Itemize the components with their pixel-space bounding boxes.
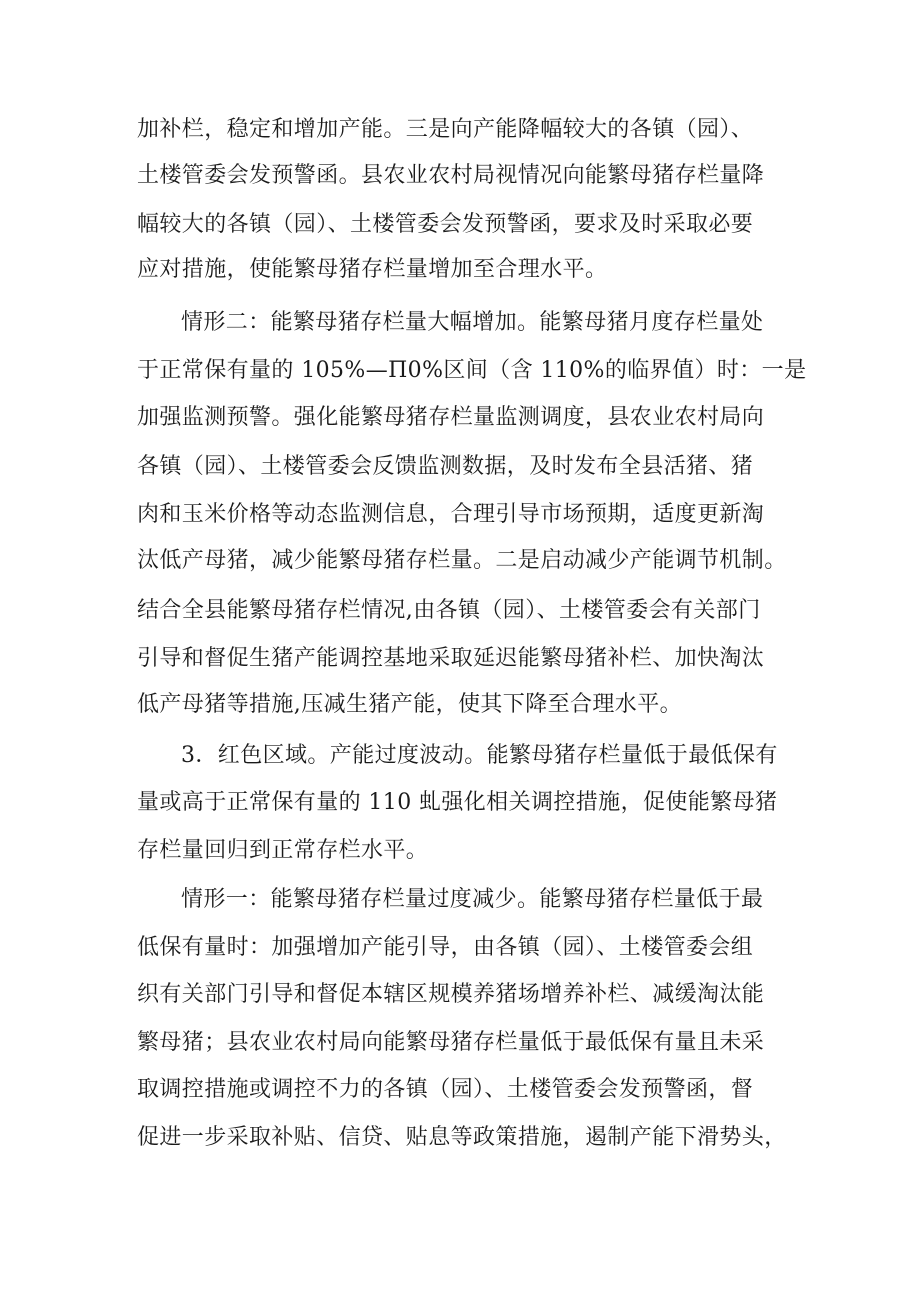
text-line: 促进一步采取补贴、信贷、贴息等政策措施，遏制产能下滑势头，: [137, 1125, 787, 1150]
text-line: 汰低产母猪，减少能繁母猪存栏量。二是启动减少产能调节机制。: [137, 548, 787, 573]
text-line: 肉和玉米价格等动态监测信息，合理引导市场预期，适度更新淘: [137, 502, 765, 527]
text-line: 繁母猪；县农业农村局向能繁母猪存栏量低于最低保有量且未采: [137, 1030, 765, 1055]
text-line: 于正常保有量的 105%—Π0%区间（含 110%的临界值）时：一是: [137, 358, 807, 383]
paragraph-start-line: 情形二：能繁母猪存栏量大幅增加。能繁母猪月度存栏量处: [181, 310, 764, 335]
text-line: 取调控措施或调控不力的各镇（园）、土楼管委会发预警函，督: [137, 1077, 754, 1102]
paragraph-start-line: 3．红色区域。产能过度波动。能繁母猪存栏量低于最低保有: [181, 743, 778, 768]
text-line: 加补栏，稳定和增加产能。三是向产能降幅较大的各镇（园）、: [137, 117, 754, 142]
paragraph-start-line: 情形一：能繁母猪存栏量过度减少。能繁母猪存栏量低于最: [181, 887, 764, 912]
text-line: 低产母猪等措施,压减生猪产能，使其下降至合理水平。: [137, 692, 682, 717]
text-line: 各镇（园）、土楼管委会反馈监测数据，及时发布全县活猪、猪: [137, 454, 754, 479]
text-line: 引导和督促生猪产能调控基地采取延迟能繁母猪补栏、加快淘汰: [137, 646, 765, 671]
text-line: 土楼管委会发预警函。县农业农村局视情况向能繁母猪存栏量降: [137, 163, 765, 188]
text-line: 结合全县能繁母猪存栏情况,由各镇（园）、土楼管委会有关部门: [137, 598, 761, 623]
text-line: 存栏量回归到正常存栏水平。: [137, 838, 429, 863]
text-line: 低保有量时：加强增加产能引导，由各镇（园）、土楼管委会组: [137, 935, 754, 960]
text-line: 加强监测预警。强化能繁母猪存栏量监测调度，县农业农村局向: [137, 405, 765, 430]
text-line: 织有关部门引导和督促本辖区规模养猪场增养补栏、减缓淘汰能: [137, 982, 765, 1007]
text-line: 应对措施，使能繁母猪存栏量增加至合理水平。: [137, 257, 608, 282]
text-line: 幅较大的各镇（园）、土楼管委会发预警函，要求及时采取必要: [137, 212, 754, 237]
text-line: 量或高于正常保有量的 110 虬强化相关调控措施，促使能繁母猪: [137, 790, 778, 815]
